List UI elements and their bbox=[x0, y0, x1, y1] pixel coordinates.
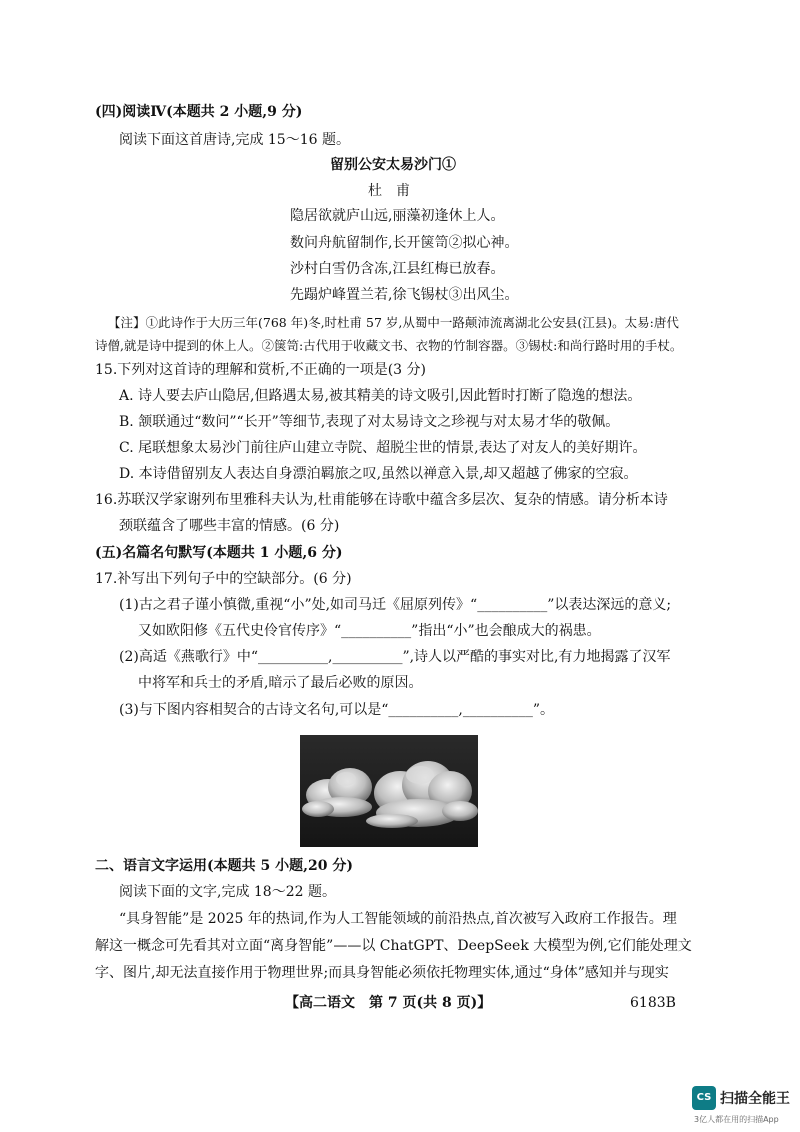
note-line: 诗僧,就是诗中提到的休上人。②箧笥:古代用于收藏文书、衣物的竹制容器。③锡杖:和尚行路时用的手杖。 bbox=[95, 338, 683, 353]
poem-line: 隐居欲就庐山远,丽藻初逢休上人。 bbox=[290, 208, 505, 224]
scanner-watermark bbox=[692, 1086, 792, 1126]
cloud-photo bbox=[300, 735, 478, 847]
watermark-name: 扫描全能王 bbox=[720, 1091, 790, 1107]
question-16-line: 16.苏联汉学家谢列布里雅科夫认为,杜甫能够在诗歌中蕴含多层次、复杂的情感。请分析本诗 bbox=[95, 492, 668, 508]
poem-line: 沙村白雪仍含冻,江县红梅已放春。 bbox=[290, 261, 505, 277]
question-15-option-a: A. 诗人要去庐山隐居,但路遇太易,被其精美的诗文吸引,因此暂时打断了隐逸的想法。 bbox=[119, 388, 642, 404]
part2-paragraph-line: 解这一概念可先看其对立面“离身智能”——以 ChatGPT、DeepSeek 大模型为例,它们能处理文 bbox=[95, 938, 692, 954]
part2-heading: 二、语言文字运用(本题共 5 小题,20 分) bbox=[95, 858, 353, 874]
cloud-photo-image bbox=[300, 735, 478, 847]
question-15-option-d: D. 本诗借留别友人表达自身漂泊羁旅之叹,虽然以禅意入景,却又超越了佛家的空寂。 bbox=[119, 466, 638, 482]
question-17-part2: (2)高适《燕歌行》中“__________,__________”,诗人以严酷的事实对比,有力地揭露了汉军 bbox=[119, 649, 671, 665]
question-15-option-b: B. 颔联通过“数问”“长开”等细节,表现了对太易诗文之珍视与对太易才华的敬佩。 bbox=[119, 414, 620, 430]
question-15-option-c: C. 尾联想象太易沙门前往庐山建立寺院、超脱尘世的情景,表达了对友人的美好期许。 bbox=[119, 440, 647, 456]
question-17-part2: 中将军和兵士的矛盾,暗示了最后必败的原因。 bbox=[138, 675, 423, 691]
part2-paragraph-line: 字、图片,却无法直接作用于物理世界;而具身智能必须依托物理实体,通过“身体”感知并与现实 bbox=[95, 965, 669, 981]
poem-line: 先蹋炉峰置兰若,徐飞锡杖③出风尘。 bbox=[290, 287, 519, 303]
poem-line: 数问舟航留制作,长开箧笥②拟心神。 bbox=[290, 235, 519, 251]
poem-author: 杜 甫 bbox=[368, 183, 410, 199]
part2-instruction: 阅读下面的文字,完成 18～22 题。 bbox=[119, 884, 336, 900]
page-footer-label: 【高二语文 第 7 页(共 8 页)】 bbox=[285, 995, 492, 1011]
poem-title: 留别公安太易沙门① bbox=[330, 157, 456, 173]
note-line: 【注】①此诗作于大历三年(768 年)冬,时杜甫 57 岁,从蜀中一路颠沛流离湖北公安县(江县)。太易:唐代 bbox=[108, 315, 679, 330]
section4-heading: (四)阅读Ⅳ(本题共 2 小题,9 分) bbox=[95, 104, 303, 120]
watermark-tagline: 3亿人都在用的扫描App bbox=[694, 1115, 779, 1124]
question-17-stem: 17.补写出下列句子中的空缺部分。(6 分) bbox=[95, 571, 352, 587]
question-16-line: 颈联蕴含了哪些丰富的情感。(6 分) bbox=[119, 518, 340, 534]
section4-instruction: 阅读下面这首唐诗,完成 15～16 题。 bbox=[119, 132, 350, 148]
question-17-part1: 又如欧阳修《五代史伶官传序》“__________”指出“小”也会酿成大的祸患。 bbox=[138, 623, 601, 639]
section5-heading: (五)名篇名句默写(本题共 1 小题,6 分) bbox=[95, 545, 343, 561]
page-footer-code: 6183B bbox=[630, 995, 676, 1011]
question-17-part3: (3)与下图内容相契合的古诗文名句,可以是“__________,__________”。 bbox=[119, 702, 555, 718]
question-15-stem: 15.下列对这首诗的理解和赏析,不正确的一项是(3 分) bbox=[95, 362, 426, 378]
camscanner-logo-icon: CS bbox=[692, 1086, 716, 1110]
question-17-part1: (1)古之君子谨小慎微,重视“小”处,如司马迁《屈原列传》“__________”以表达深远的意义; bbox=[119, 597, 672, 613]
part2-paragraph-line: “具身智能”是 2025 年的热词,作为人工智能领域的前沿热点,首次被写入政府工作报告。理 bbox=[119, 911, 677, 927]
